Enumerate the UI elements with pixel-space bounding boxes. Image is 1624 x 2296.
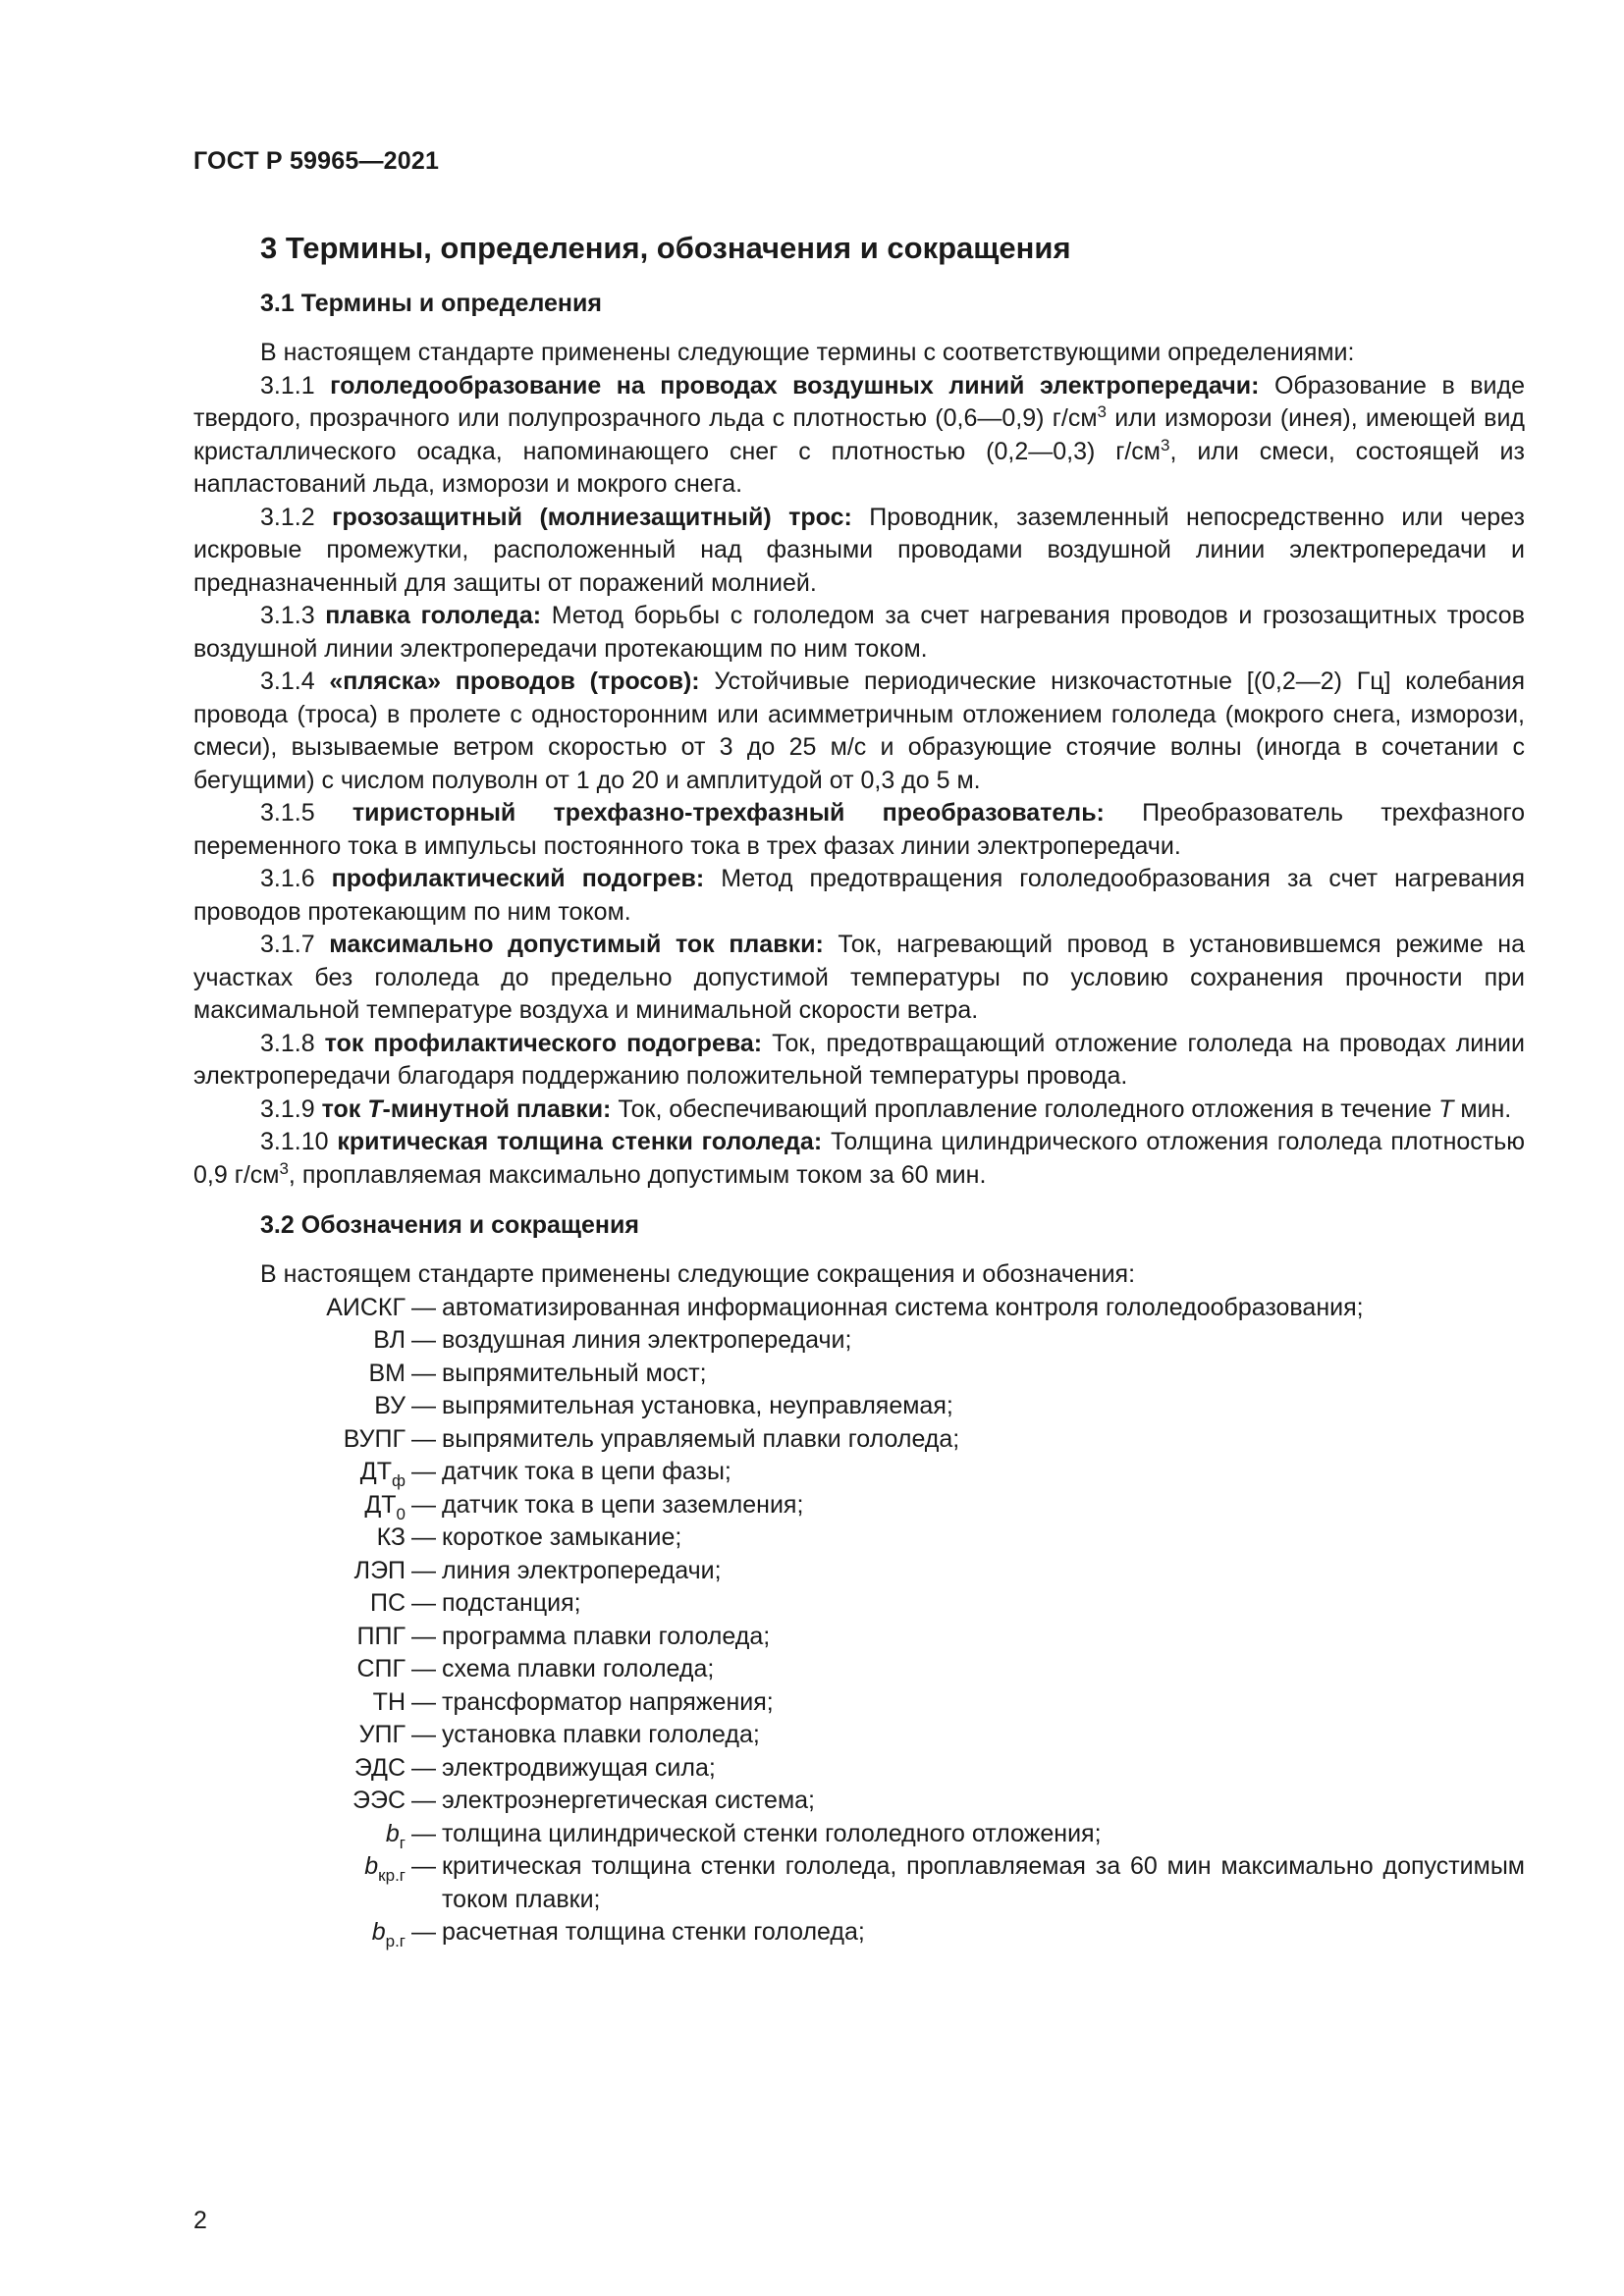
abbreviation-definition: датчик тока в цепи фазы; bbox=[442, 1458, 731, 1485]
abbreviation-subscript: 0 bbox=[396, 1504, 406, 1523]
abbreviation-definition: толщина цилиндрической стенки гололедного отложения; bbox=[442, 1819, 1102, 1847]
abbreviation-symbol: КЗ bbox=[376, 1523, 406, 1551]
abbreviation-item bbox=[193, 1752, 1525, 1786]
abbreviation-symbol: ЛЭП bbox=[353, 1556, 406, 1584]
abbreviation-key bbox=[193, 1489, 406, 1522]
em-dash: — bbox=[411, 1424, 436, 1453]
term-definition: Ток, нагревающий провод в установившемся режиме на участках без гололеда до предельно допустимой температуры по условию сохранения прочности при максимальной температуре воздуха и минимальной скорости ветра. bbox=[193, 931, 1525, 1024]
term-definition: Устойчивые периодические низкочастотные [(0,2—2) Гц] колебания провода (троса) в пролете с односторонним или асимметричным отложением гололеда (мокрого снега, изморози, смеси), вызываемые ветром скоростью от 3 до 25 м/с и образующие стоячие волны (иногда в сочетании с бегущими) с числом полуволн от 1 до 20 и амплитудой от 0,3 до 5 м. bbox=[193, 667, 1525, 794]
abbreviation-item bbox=[193, 1587, 1525, 1621]
abbreviation-key bbox=[193, 1850, 406, 1884]
em-dash: — bbox=[411, 1721, 436, 1748]
term-name bbox=[322, 1095, 612, 1123]
em-dash: — bbox=[411, 1326, 436, 1354]
abbreviation-definition: расчетная толщина стенки гололеда; bbox=[442, 1918, 865, 1946]
abbreviation-symbol: ППГ bbox=[356, 1622, 406, 1650]
term-entry bbox=[193, 797, 1525, 863]
abbreviation-symbol: АИСКГ bbox=[326, 1293, 406, 1321]
abbreviation-definition: датчик тока в цепи заземления; bbox=[442, 1490, 804, 1519]
abbreviation-definition: выпрямительный мост; bbox=[442, 1359, 707, 1387]
abbreviation-definition: линия электропередачи; bbox=[442, 1556, 722, 1584]
em-dash: — bbox=[411, 1556, 436, 1584]
term-entry bbox=[193, 666, 1525, 797]
term-definition: Метод предотвращения гололедообразования за счет нагревания проводов протекающим по ним током. bbox=[193, 865, 1525, 926]
section-title: 3 Термины, определения, обозначения и сокращения bbox=[260, 231, 1071, 265]
term-name: плавка гололеда: bbox=[325, 602, 542, 629]
abbreviation-key bbox=[193, 1587, 406, 1621]
em-dash: — bbox=[411, 1359, 436, 1387]
abbreviation-key bbox=[193, 1653, 406, 1686]
subsection-title-abbreviations: 3.2 Обозначения и сокращения bbox=[260, 1211, 639, 1239]
abbreviation-definition: электроэнергетическая система; bbox=[442, 1787, 815, 1814]
term-number: 3.1.9 bbox=[260, 1095, 315, 1123]
em-dash: — bbox=[411, 1753, 436, 1782]
abbreviation-key bbox=[193, 1752, 406, 1786]
abbreviation-item bbox=[193, 1522, 1525, 1555]
term-name: гололедообразование на проводах воздушных линий электропередачи: bbox=[330, 371, 1260, 400]
em-dash: — bbox=[411, 1523, 436, 1551]
term-definition: Толщина цилиндрического отложения гололеда плотностью 0,9 г/см bbox=[193, 1128, 1526, 1189]
abbreviation-key bbox=[193, 1324, 406, 1358]
abbreviation-key bbox=[193, 1292, 406, 1325]
abbreviation-item bbox=[193, 1916, 1525, 1949]
em-dash: — bbox=[411, 1293, 436, 1321]
abbreviations-intro: В настоящем стандарте применены следующие сокращения и обозначения: bbox=[260, 1260, 1136, 1288]
term-number: 3.1.8 bbox=[260, 1029, 315, 1057]
page-content bbox=[193, 229, 1525, 1949]
abbreviation-definition: короткое замыкание; bbox=[442, 1523, 682, 1551]
abbreviation-subscript: г bbox=[399, 1833, 406, 1852]
abbreviation-symbol: ЭЭС bbox=[352, 1787, 406, 1814]
term-number: 3.1.2 bbox=[260, 503, 315, 531]
term-number: 3.1.3 bbox=[260, 602, 315, 629]
term-name: тиристорный трехфазно-трехфазный преобразователь: bbox=[352, 799, 1105, 827]
abbreviation-symbol: УПГ bbox=[358, 1721, 406, 1748]
term-definition: Образование в виде твердого, прозрачного или полупрозрачного льда с плотностью (0,6—0,9) г/см bbox=[193, 371, 1525, 432]
abbreviation-item bbox=[193, 1818, 1525, 1851]
subsection-title-terms: 3.1 Термины и определения bbox=[260, 290, 602, 317]
abbreviation-key bbox=[193, 1686, 406, 1720]
term-definition: Проводник, заземленный непосредственно или через искровые промежутки, расположенный над фазными проводами воздушной линии электропередачи и предназначенный для защиты от поражений молнией. bbox=[193, 503, 1525, 597]
abbreviation-symbol: b bbox=[364, 1852, 379, 1880]
term-number: 3.1.10 bbox=[260, 1128, 329, 1155]
abbreviation-item bbox=[193, 1719, 1525, 1752]
abbreviation-item bbox=[193, 1489, 1525, 1522]
term-entry bbox=[193, 1028, 1525, 1094]
em-dash: — bbox=[411, 1655, 436, 1682]
abbreviation-item bbox=[193, 1324, 1525, 1358]
abbreviation-symbol: ВУПГ bbox=[343, 1424, 406, 1453]
term-definition: , проплавляемая максимально допустимым током за 60 мин. bbox=[288, 1160, 987, 1189]
term-entry bbox=[193, 502, 1525, 601]
abbreviation-key bbox=[193, 1522, 406, 1555]
abbreviation-definition: воздушная линия электропередачи; bbox=[442, 1326, 852, 1354]
em-dash: — bbox=[411, 1687, 436, 1716]
term-entry bbox=[193, 929, 1525, 1028]
em-dash: — bbox=[411, 1918, 436, 1946]
abbreviation-symbol: ДТ bbox=[359, 1458, 392, 1485]
abbreviation-subscript: ф bbox=[392, 1471, 406, 1490]
em-dash: — bbox=[411, 1622, 436, 1650]
term-name: ток профилактического подогрева: bbox=[324, 1029, 763, 1057]
abbreviation-item bbox=[193, 1358, 1525, 1391]
term-symbol: T bbox=[1438, 1095, 1454, 1123]
abbreviation-symbol: ДТ bbox=[364, 1490, 397, 1519]
abbreviation-item bbox=[193, 1850, 1525, 1916]
term-entry bbox=[193, 1126, 1525, 1192]
term-name: критическая толщина стенки гололеда: bbox=[337, 1128, 823, 1155]
term-name: профилактический подогрев: bbox=[331, 865, 705, 892]
term-number: 3.1.7 bbox=[260, 931, 315, 958]
term-definition: Преобразователь трехфазного переменного тока в импульсы постоянного тока в трех фазах линии электропередачи. bbox=[193, 799, 1525, 860]
superscript: 3 bbox=[279, 1158, 289, 1178]
abbreviation-key bbox=[193, 1358, 406, 1391]
term-definition: Метод борьбы с гололедом за счет нагревания проводов и грозозащитных тросов воздушной линии электропередачи протекающим по ним током. bbox=[193, 602, 1525, 663]
term-entry bbox=[193, 600, 1525, 666]
terms-intro: В настоящем стандарте применены следующие термины с соответствующими определениями: bbox=[260, 339, 1355, 366]
abbreviation-symbol: СПГ bbox=[356, 1655, 406, 1682]
term-definition: мин. bbox=[1453, 1095, 1512, 1123]
term-name-part: ток bbox=[321, 1095, 368, 1123]
term-entry bbox=[193, 1094, 1525, 1127]
term-number: 3.1.5 bbox=[260, 799, 315, 827]
abbreviation-subscript: кр.г bbox=[378, 1866, 406, 1885]
em-dash: — bbox=[411, 1458, 436, 1485]
term-name: «пляска» проводов (тросов): bbox=[329, 667, 700, 695]
abbreviation-symbol: ВУ bbox=[374, 1392, 406, 1419]
abbreviation-definition: электродвижущая сила; bbox=[442, 1753, 716, 1782]
term-number: 3.1.4 bbox=[260, 667, 315, 695]
abbreviation-key bbox=[193, 1916, 406, 1949]
abbreviation-item bbox=[193, 1555, 1525, 1588]
abbreviation-definition: трансформатор напряжения; bbox=[442, 1687, 774, 1716]
abbreviation-key bbox=[193, 1390, 406, 1423]
abbreviation-item bbox=[193, 1456, 1525, 1489]
em-dash: — bbox=[411, 1819, 436, 1847]
abbreviation-definition: выпрямитель управляемый плавки гололеда; bbox=[442, 1424, 960, 1453]
term-number: 3.1.1 bbox=[260, 371, 315, 400]
term-name: максимально допустимый ток плавки: bbox=[329, 931, 824, 958]
abbreviation-item bbox=[193, 1621, 1525, 1654]
abbreviation-item bbox=[193, 1686, 1525, 1720]
abbreviation-item bbox=[193, 1390, 1525, 1423]
abbreviation-symbol: ВЛ bbox=[373, 1326, 406, 1354]
term-entry bbox=[193, 863, 1525, 929]
term-definition: или изморози (инея), имеющей вид кристаллического осадка, напоминающего снег с плотностью (0,2—0,3) г/см bbox=[193, 404, 1525, 465]
em-dash: — bbox=[411, 1392, 436, 1419]
term-definition: , или смеси, состоящей из напластований льда, изморози и мокрого снега. bbox=[193, 437, 1525, 498]
em-dash: — bbox=[411, 1787, 436, 1814]
abbreviation-definition: программа плавки гололеда; bbox=[442, 1622, 771, 1650]
abbreviation-key bbox=[193, 1621, 406, 1654]
abbreviation-key bbox=[193, 1555, 406, 1588]
abbreviation-symbol: ЭДС bbox=[353, 1753, 406, 1782]
term-symbol: T bbox=[367, 1095, 383, 1123]
abbreviation-list bbox=[193, 1292, 1525, 1949]
term-entry bbox=[193, 370, 1525, 502]
abbreviation-key bbox=[193, 1719, 406, 1752]
abbreviation-definition: выпрямительная установка, неуправляемая; bbox=[442, 1392, 953, 1419]
abbreviation-definition: автоматизированная информационная система контроля гололедообразования; bbox=[442, 1293, 1364, 1321]
abbreviation-item bbox=[193, 1653, 1525, 1686]
em-dash: — bbox=[411, 1589, 436, 1617]
abbreviation-item bbox=[193, 1292, 1525, 1325]
standard-code-header: ГОСТ Р 59965—2021 bbox=[193, 147, 440, 175]
term-definition: Ток, предотвращающий отложение гололеда на проводах линии электропередачи благодаря поддержанию положительной температуры провода. bbox=[193, 1029, 1525, 1090]
superscript: 3 bbox=[1161, 435, 1170, 454]
page-number: 2 bbox=[193, 2207, 207, 2234]
term-name-part: -минутной плавки: bbox=[382, 1095, 612, 1123]
superscript: 3 bbox=[1097, 402, 1107, 421]
em-dash: — bbox=[411, 1852, 436, 1880]
abbreviation-definition: установка плавки гололеда; bbox=[442, 1721, 760, 1748]
abbreviation-symbol: ВМ bbox=[368, 1359, 406, 1387]
abbreviation-symbol: b bbox=[385, 1819, 400, 1847]
abbreviation-key bbox=[193, 1785, 406, 1818]
term-definition: Ток, обеспечивающий проплавление гололедного отложения в течение bbox=[611, 1095, 1439, 1123]
abbreviation-definition: критическая толщина стенки гололеда, проплавляемая за 60 мин максимально допустимым током плавки; bbox=[442, 1852, 1525, 1913]
abbreviation-symbol: ПС bbox=[369, 1589, 406, 1617]
term-number: 3.1.6 bbox=[260, 865, 315, 892]
abbreviation-definition: схема плавки гололеда; bbox=[442, 1655, 715, 1682]
abbreviation-key bbox=[193, 1456, 406, 1489]
abbreviation-key bbox=[193, 1818, 406, 1851]
em-dash: — bbox=[411, 1490, 436, 1519]
abbreviation-definition: подстанция; bbox=[442, 1589, 581, 1617]
term-name: грозозащитный (молниезащитный) трос: bbox=[332, 503, 852, 531]
abbreviation-item bbox=[193, 1785, 1525, 1818]
abbreviation-symbol: ТН bbox=[372, 1687, 406, 1716]
abbreviation-subscript: р.г bbox=[385, 1932, 406, 1950]
abbreviation-symbol: b bbox=[371, 1918, 386, 1946]
abbreviation-item bbox=[193, 1423, 1525, 1457]
abbreviation-key bbox=[193, 1423, 406, 1457]
